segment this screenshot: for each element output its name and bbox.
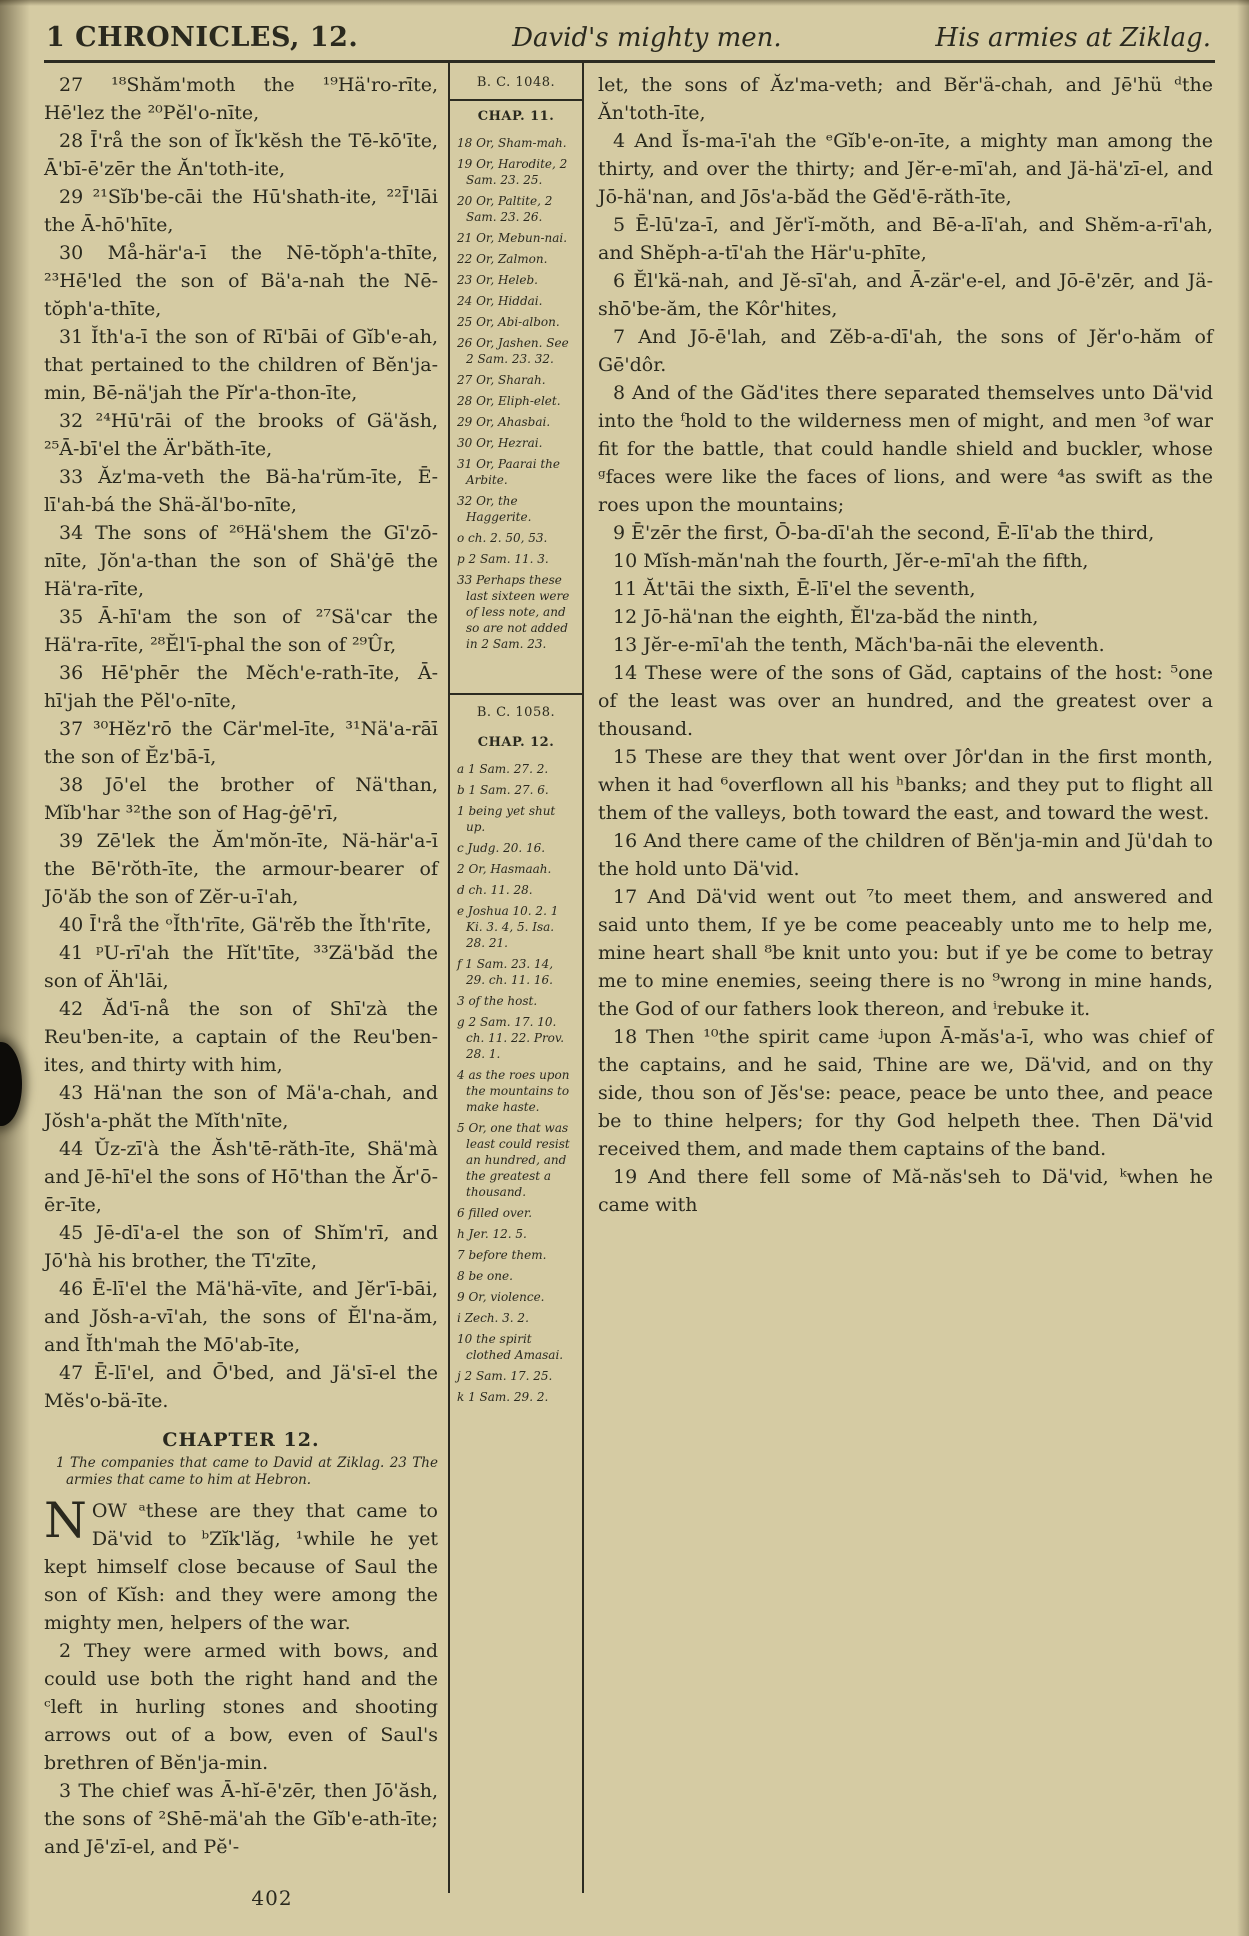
page-edge-shadow-right [1237,0,1249,1936]
verse-paragraph: 28 Ī'rå the son of Ĭk'kĕsh the Tē-kō'īte, Ā'bī-ē'zēr the Ăn'toth-ite, [44,130,438,180]
margin-note: 7 before them. [457,1248,547,1262]
margin-note: i Zech. 3. 2. [457,1311,529,1325]
margin-note: p 2 Sam. 11. 3. [457,552,549,566]
verse-paragraph: 8 And of the Găd'ites there separated themselves unto Dä'vid into the ᶠhold to the wilderness men of might, and men ³of war fit for the battle, that could handle shield and buckler, whose ᵍfaces were like the faces of lions, and were ⁴as swift as the roes upon the mountains; [598,382,1213,516]
margin-note: 21 Or, Mebun-nai. [457,231,568,245]
margin-note: 23 Or, Heleb. [457,273,538,287]
margin-note: 9 Or, violence. [457,1290,545,1304]
verse-paragraph: 42 Ăd'ī-nå the son of Shī'zà the Reu'ben-ite, a captain of the Reu'ben-ites, and thirty with him, [44,998,438,1076]
margin-note: 19 Or, Harodite, 2 Sam. 23. 25. [457,157,568,187]
verse-text: OW ᵃthese are they that came to Dä'vid to ᵇZĭk'lăg, ¹while he yet kept himself close because of Saul the son of Kĭsh: and they were among the mighty men, helpers of the war. [44,1500,438,1634]
margin-notes-column [448,63,584,1893]
margin-note: e Joshua 10. 2. 1 Ki. 3. 4, 5. Isa. 28. 21. [457,904,559,950]
verse-paragraph: 37 ³⁰Hĕz'rō the Cär'mel-īte, ³¹Nä'a-rāī the son of Ĕz'bā-ī, [44,718,438,768]
margin-note: 6 filled over. [457,1206,533,1220]
right-text-column [584,63,1215,1893]
verse-continuation: let, the sons of Ăz'ma-veth; and Bĕr'ä-chah, and Jē'hü ᵈthe Ăn'toth-īte, [598,74,1213,124]
margin-note: c Judg. 20. 16. [457,841,546,855]
margin-note: d ch. 11. 28. [457,883,533,897]
notes-gap [457,657,575,691]
verse-paragraph: 43 Hä'nan the son of Mä'a-chah, and Jŏsh'a-phăt the Mĭth'nīte, [44,1082,438,1132]
verse-paragraph: 27 ¹⁸Shăm'moth the ¹⁹Hä'ro-rīte, Hē'lez the ²⁰Pĕl'o-nīte, [44,74,438,124]
margin-note: o ch. 2. 50, 53. [457,531,548,545]
drop-cap: N [44,1492,87,1549]
verse-paragraph: 45 Jē-dī'a-el the son of Shĭm'rī, and Jō'hà his brother, the Tī'zīte, [44,1222,438,1272]
running-head-summary-right: His armies at Ziklag. [935,23,1211,53]
margin-note: 27 Or, Sharah. [457,373,546,387]
verse-paragraph: 40 Ī'rå the ᵒĬth'rīte, Gä'rĕb the Ĭth'rīte, [59,914,432,936]
margin-note: 5 Or, one that was least could resist an hundred, and the greatest a thousand. [457,1121,570,1199]
verse-paragraph-dropcap [44,1492,438,1637]
verse-paragraph: 33 Ăz'ma-veth the Bä-ha'rŭm-īte, Ē-lī'ah-bá the Shä-ăl'bo-nīte, [44,466,438,516]
verse-paragraph: 17 And Dä'vid went out ⁷to meet them, and answered and said unto them, If ye be come peaceably unto me to help me, mine heart shall ⁸be knit unto you: but if ye be come to betray me to mine enemies, seeing there is no ⁹wrong in mine hands, the God of our fathers look thereon, and ⁱrebuke it. [598,886,1213,1020]
verse-paragraph: 3 The chief was Ā-hĭ-ē'zēr, then Jō'ăsh, the sons of ²Shē-mä'ah the Gĭb'e-ath-īte; and Jē'zī-el, and Pĕ'- [44,1780,438,1858]
margin-note: h Jer. 12. 5. [457,1227,527,1241]
bc-date-label: B. C. 1048. [476,75,556,90]
verse-paragraph: 15 These are they that went over Jôr'dan in the first month, when it had ⁶overflown all his ʰbanks; and they put to flight all them of the valleys, both toward the east, and toward the west. [598,746,1213,824]
running-head-summary-left: David's mighty men. [512,23,782,53]
verse-paragraph: 29 ²¹Sĭb'be-cāi the Hū'shath-ite, ²²Ī'lāi the Ā-hō'hīte, [44,186,438,236]
margin-note: 1 being yet shut up. [457,804,556,834]
chapter-ref-label: CHAP. 12. [477,735,555,750]
page-edge-shadow-left [0,0,30,1936]
chapter-summary: 1 The companies that came to David at Ziklag. 23 The armies that came to him at Hebron. [56,1455,438,1488]
verse-paragraph: 31 Ĭth'a-ī the son of Rī'bāi of Gĭb'e-ah, that pertained to the children of Bĕn'ja-min, Bē-nä'jah the Pĭr'a-thon-īte, [44,326,438,404]
verse-paragraph: 32 ²⁴Hū'rāi of the brooks of Gä'ăsh, ²⁵Ā-bī'el the Är'băth-īte, [44,410,438,460]
book-chapter-title: 1 CHRONICLES, 12. [46,22,359,53]
margin-note: 10 the spirit clothed Amasai. [457,1332,564,1362]
verse-paragraph: 9 Ē'zēr the first, Ō-ba-dī'ah the second, Ē-lī'ab the third, [613,522,1155,544]
margin-note: 26 Or, Jashen. See 2 Sam. 23. 32. [457,336,569,366]
verse-paragraph: 18 Then ¹⁰the spirit came ʲupon Ā-măs'a-ī, who was chief of the captains, and he said, Thine are we, Dä'vid, and on thy side, thou son of Jĕs'se: peace, peace be unto thee, and peace be to thine helpers; for thy God helpeth thee. Then Dä'vid received them, and made them captains of the band. [598,1026,1213,1160]
chapter-heading: CHAPTER 12. [162,1429,320,1451]
margin-notes-ch12 [457,761,575,1405]
verse-paragraph: 4 And Ĭs-ma-ī'ah the ᵉGĭb'e-on-īte, a mighty man among the thirty, and over the thirty; and Jĕr-e-mī'ah, and Jä-hä'zī-el, and Jō-hä'nan, and Jōs'a-băd the Gĕd'ē-răth-īte, [598,130,1213,208]
margin-note: 31 Or, Paarai the Arbite. [457,457,561,487]
margin-note: j 2 Sam. 17. 25. [457,1369,553,1383]
margin-note: 30 Or, Hezrai. [457,436,543,450]
margin-note: g 2 Sam. 17. 10. ch. 11. 22. Prov. 28. 1. [457,1015,565,1061]
bc-date-label: B. C. 1058. [476,705,556,720]
verse-paragraph: 34 The sons of ²⁶Hä'shem the Gī'zō-nīte, Jŏn'a-than the son of Shä'ġē the Hä'ra-rīte, [44,522,438,600]
verse-paragraph: 14 These were of the sons of Găd, captains of the host: ⁵one of the least was over an hundred, and the greatest over a thousand. [598,662,1213,740]
text-columns [44,63,1215,1893]
verse-paragraph: 47 Ē-lī'el, and Ō'bed, and Jä'sī-el the Mĕs'o-bä-īte. [44,1362,438,1412]
notes-divider-rule [450,693,582,695]
verse-paragraph: 7 And Jō-ē'lah, and Zĕb-a-dī'ah, the sons of Jĕr'o-hăm of Gē'dôr. [598,326,1213,376]
verse-paragraph: 10 Mĭsh-măn'nah the fourth, Jĕr-e-mī'ah the fifth, [613,550,1089,572]
margin-note: 32 Or, the Haggerite. [457,494,532,524]
verse-paragraph: 12 Jō-hä'nan the eighth, Ĕl'za-băd the ninth, [613,606,1039,628]
verse-paragraph: 5 Ē-lū'za-ī, and Jĕr'ĭ-mŏth, and Bē-a-lī'ah, and Shĕm-a-rī'ah, and Shĕph-a-tī'ah the Här'u-phīte, [598,214,1213,264]
margin-note: 2 Or, Hasmaah. [457,862,552,876]
left-text-column [44,63,448,1893]
notes-divider-rule [450,99,582,101]
verse-paragraph: 2 They were armed with bows, and could use both the right hand and the ᶜleft in hurling stones and shooting arrows out of a bow, even of Saul's brethren of Bĕn'ja-min. [44,1640,438,1774]
margin-note: 24 Or, Hiddai. [457,294,543,308]
margin-note: 29 Or, Ahasbai. [457,415,551,429]
margin-note: k 1 Sam. 29. 2. [457,1390,549,1404]
margin-note: 22 Or, Zalmon. [457,252,548,266]
page-number: 402 [251,1886,293,1910]
verse-paragraph: 44 Ŭz-zī'à the Ăsh'tē-răth-īte, Shä'mà and Jē-hī'el the sons of Hō'than the Ăr'ō-ēr-īte, [44,1138,438,1216]
running-head [44,20,1215,53]
margin-note: 3 of the host. [457,994,538,1008]
margin-note: a 1 Sam. 27. 2. [457,762,549,776]
margin-note: 18 Or, Sham-mah. [457,136,567,150]
margin-note: 28 Or, Eliph-elet. [457,394,561,408]
margin-note: 25 Or, Abi-albon. [457,315,560,329]
verse-paragraph: 41 ᵖU-rī'ah the Hĭt'tīte, ³³Zä'băd the son of Äh'lāi, [44,942,438,992]
verse-paragraph: 30 Må-här'a-ī the Nē-tŏph'a-thīte, ²³Hē'led the son of Bä'a-nah the Nē-tŏph'a-thīte, [44,242,438,320]
verse-paragraph: 35 Ā-hī'am the son of ²⁷Sä'car the Hä'ra-rīte, ²⁸Ĕl'ī-phal the son of ²⁹Ûr, [44,606,438,656]
chapter-ref-label: CHAP. 11. [477,109,555,124]
binding-hole-shadow [0,1042,22,1126]
verse-paragraph: 16 And there came of the children of Bĕn'ja-min and Jü'dah to the hold unto Dä'vid. [598,830,1213,880]
verse-paragraph: 46 Ē-lī'el the Mä'hä-vīte, and Jĕr'ī-bāi, and Jŏsh-a-vī'ah, the sons of Ĕl'na-ăm, and Ĭth'mah the Mō'ab-īte, [44,1278,438,1356]
page-edge-shadow-top [0,0,1249,6]
margin-note: 33 Perhaps these last sixteen were of less note, and so are not added in 2 Sam. 23. [457,573,570,651]
verse-paragraph: 38 Jō'el the brother of Nä'than, Mĭb'har ³²the son of Hag-ġē'rī, [44,774,438,824]
margin-note: f 1 Sam. 23. 14, 29. ch. 11. 16. [457,957,554,987]
verse-paragraph: 19 And there fell some of Mă-năs'seh to Dä'vid, ᵏwhen he came with [598,1166,1213,1216]
verses-ch12-right [598,127,1213,1219]
margin-notes-ch11 [457,135,575,652]
verse-paragraph: 39 Zē'lek the Ăm'mŏn-īte, Nä-här'a-ī the Bē'rŏth-īte, the armour-bearer of Jō'ăb the son of Zĕr-u-ī'ah, [44,830,438,908]
margin-note: b 1 Sam. 27. 6. [457,783,549,797]
verses-ch11 [44,71,438,1415]
verse-paragraph: 36 Hē'phēr the Mĕch'e-rath-īte, Ā-hī'jah the Pĕl'o-nīte, [44,662,438,712]
verse-paragraph: 6 Ĕl'kä-nah, and Jĕ-sī'ah, and Ā-zär'e-el, and Jō-ē'zēr, and Jä-shō'be-ăm, the Kôr'hites, [598,270,1213,320]
verse-paragraph: 13 Jĕr-e-mī'ah the tenth, Măch'ba-nāi the eleventh. [613,634,1105,656]
verse-paragraph: 11 Ăt'tāi the sixth, Ē-lī'el the seventh, [613,578,976,600]
margin-note: 8 be one. [457,1269,513,1283]
verses-ch12-left [44,1637,438,1861]
margin-note: 20 Or, Paltite, 2 Sam. 23. 26. [457,194,553,224]
margin-note: 4 as the roes upon the mountains to make haste. [457,1068,570,1114]
